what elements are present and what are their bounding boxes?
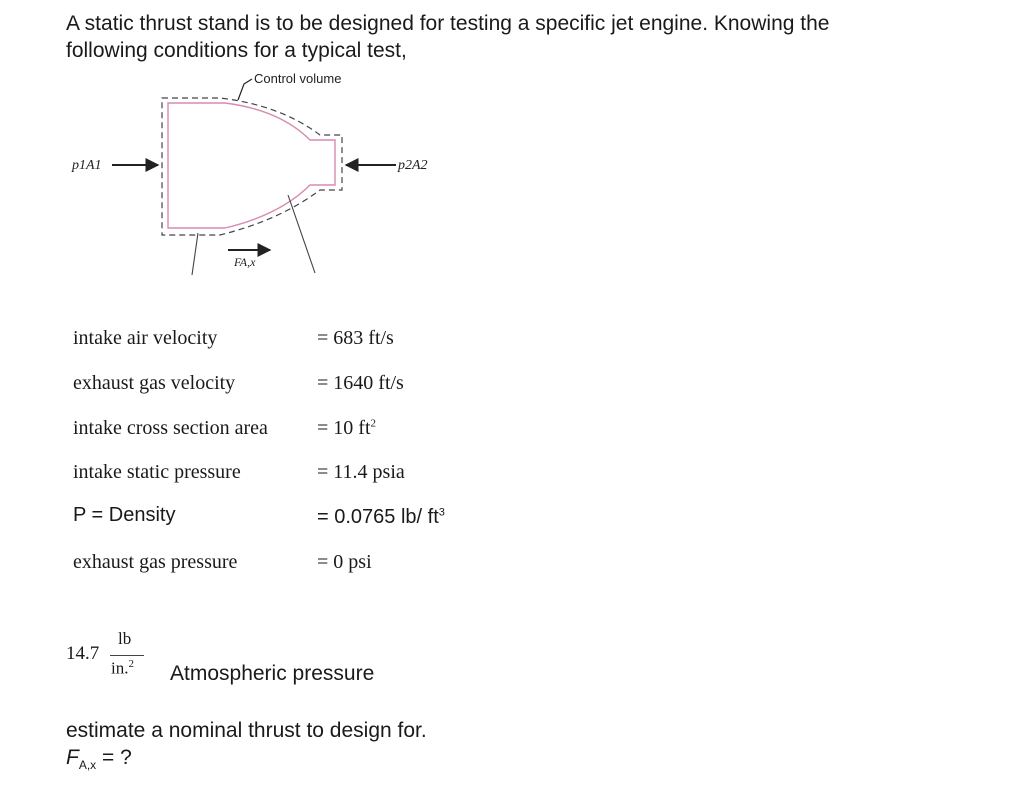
condition-label-exhaust-pressure: exhaust gas pressure <box>73 551 238 573</box>
control-volume-leader <box>238 79 252 100</box>
condition-label-intake-pressure: intake static pressure <box>73 461 241 483</box>
atmospheric-unit-denominator <box>111 658 134 679</box>
intro-line-1: A static thrust stand is to be designed for testing a specific jet engine. Knowing the <box>66 12 830 35</box>
inlet-label: p1A1 <box>72 158 102 173</box>
condition-label-intake-area: intake cross section area <box>73 417 268 439</box>
stand-leg-left <box>192 233 198 275</box>
intro-line-2: following conditions for a typical test, <box>66 39 407 62</box>
thrust-symbol: F <box>66 746 79 769</box>
condition-label-density: P = Density <box>73 504 176 526</box>
condition-value-intake-pressure: = 11.4 psia <box>317 461 405 483</box>
outlet-label: p2A2 <box>398 158 428 173</box>
condition-value-intake-area <box>317 417 376 440</box>
thrust-force-label: FA,x <box>234 255 256 269</box>
closing-instruction: estimate a nominal thrust to design for. <box>66 719 427 742</box>
denominator-unit-text: in. <box>111 658 129 678</box>
intake-area-value-text: = 10 ft <box>317 417 371 439</box>
atmospheric-pressure-label: Atmospheric pressure <box>170 662 375 685</box>
denominator-exponent: 2 <box>128 658 134 670</box>
condition-label-intake-velocity: intake air velocity <box>73 327 218 349</box>
thrust-question <box>66 746 132 772</box>
control-volume-diagram <box>60 65 460 285</box>
condition-value-exhaust-pressure: = 0 psi <box>317 551 372 573</box>
atmospheric-pressure-value: 14.7 <box>66 643 100 664</box>
fraction-bar <box>110 655 144 656</box>
condition-value-intake-velocity: = 683 ft/s <box>317 327 394 349</box>
density-value-text: = 0.0765 lb/ ft <box>317 506 439 528</box>
condition-value-density <box>317 506 445 529</box>
problem-intro <box>66 10 966 64</box>
intake-area-exponent: 2 <box>370 417 376 430</box>
thrust-subscript: A,x <box>78 758 97 773</box>
engine-outline <box>168 103 335 228</box>
thrust-equals-unknown: = ? <box>96 746 132 769</box>
condition-label-exhaust-velocity: exhaust gas velocity <box>73 372 236 394</box>
control-volume-label: Control volume <box>254 71 342 86</box>
condition-value-exhaust-velocity: = 1640 ft/s <box>317 372 404 394</box>
stand-leg-right <box>288 195 315 273</box>
atmospheric-unit-numerator: lb <box>118 629 132 648</box>
density-exponent: 3 <box>438 506 445 519</box>
control-volume-boundary <box>162 98 342 235</box>
